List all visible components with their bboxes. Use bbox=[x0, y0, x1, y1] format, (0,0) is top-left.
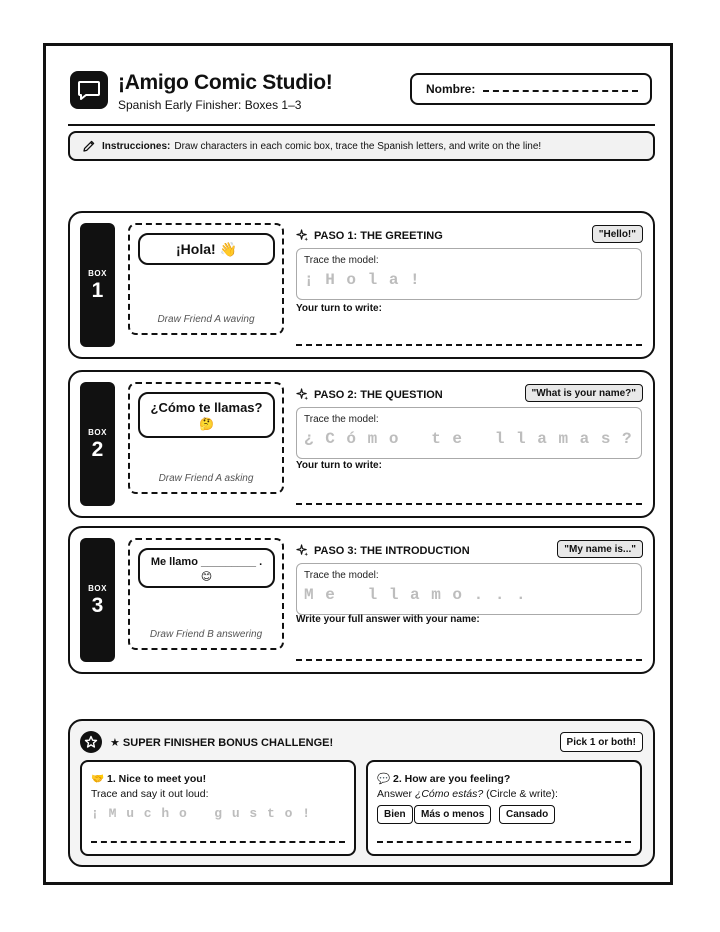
speech-bubble: ¡Hola! 👋 bbox=[138, 233, 275, 265]
box-label: BOX bbox=[88, 269, 107, 278]
step-heading bbox=[296, 544, 470, 557]
drawing-caption: Draw Friend A waving bbox=[157, 314, 255, 325]
sparkle-icon bbox=[296, 229, 309, 242]
box-tab bbox=[80, 382, 115, 506]
speech-bubble bbox=[138, 548, 275, 588]
trace-area bbox=[296, 407, 642, 459]
translation-tag: "My name is..." bbox=[557, 540, 643, 558]
bonus-challenge bbox=[68, 719, 655, 867]
box-number: 1 bbox=[91, 279, 104, 302]
instructions-label: Instrucciones: bbox=[102, 140, 171, 152]
trace-label: Trace the model: bbox=[304, 255, 379, 266]
translation-tag: "What is your name?" bbox=[525, 384, 644, 402]
instructions-bar bbox=[68, 131, 655, 161]
speech-bubble bbox=[138, 392, 275, 438]
instructions-text: Draw characters in each comic box, trace the Spanish letters, and write on the line! bbox=[174, 140, 542, 152]
step-heading bbox=[296, 229, 443, 242]
worksheet bbox=[43, 43, 673, 885]
box-label: BOX bbox=[88, 584, 107, 593]
option-bien[interactable]: Bien bbox=[377, 805, 413, 824]
smile-emoji: 😊 bbox=[200, 571, 213, 583]
box-tab bbox=[80, 538, 115, 662]
comic-box-3 bbox=[68, 526, 655, 674]
write-line[interactable] bbox=[91, 841, 345, 843]
bonus-part-1 bbox=[80, 760, 356, 856]
write-label: Your turn to write: bbox=[296, 460, 382, 471]
part-title: 🤝 1. Nice to meet you! bbox=[91, 773, 207, 785]
step-title: PASO 1: THE GREETING bbox=[314, 229, 443, 242]
translation-tag: "Hello!" bbox=[592, 225, 643, 243]
trace-label: Trace the model: bbox=[304, 414, 379, 425]
step-heading bbox=[296, 388, 443, 401]
write-line[interactable] bbox=[296, 659, 642, 661]
star-badge-icon bbox=[80, 731, 102, 753]
page-title: ¡Amigo Comic Studio! bbox=[118, 71, 333, 94]
part-title: 💬 2. How are you feeling? bbox=[377, 773, 511, 785]
bubble-text: ¿Cómo te llamas? bbox=[150, 400, 263, 415]
header-divider bbox=[68, 124, 655, 126]
comic-box-1 bbox=[68, 211, 655, 359]
name-label: Nombre: bbox=[426, 82, 476, 96]
bonus-tag: Pick 1 or both! bbox=[560, 732, 643, 752]
write-line[interactable] bbox=[296, 344, 642, 346]
step-title: PASO 2: THE QUESTION bbox=[314, 388, 443, 401]
box-number: 2 bbox=[91, 438, 104, 461]
write-label: Write your full answer with your name: bbox=[296, 614, 480, 625]
drawing-caption: Draw Friend B answering bbox=[149, 629, 263, 640]
option-cansado[interactable]: Cansado bbox=[499, 805, 555, 824]
option-mas-o-menos[interactable]: Más o menos bbox=[414, 805, 491, 824]
trace-text: M e l l a m o . . . bbox=[304, 586, 527, 604]
prompt-suffix: (Circle & write): bbox=[483, 788, 558, 800]
write-line[interactable] bbox=[296, 503, 642, 505]
name-write-line[interactable] bbox=[483, 90, 638, 92]
name-field[interactable] bbox=[410, 73, 652, 105]
bonus-title: ★ SUPER FINISHER BONUS CHALLENGE! bbox=[110, 737, 334, 749]
sparkle-icon bbox=[296, 544, 309, 557]
trace-text: ¿ C ó m o t e l l a m a s ? bbox=[304, 430, 633, 448]
drawing-area[interactable] bbox=[128, 223, 284, 335]
page-subtitle: Spanish Early Finisher: Boxes 1–3 bbox=[118, 98, 302, 112]
drawing-caption: Draw Friend A asking bbox=[158, 473, 254, 484]
bonus-part-2 bbox=[366, 760, 642, 856]
drawing-area[interactable] bbox=[128, 382, 284, 494]
trace-area bbox=[296, 248, 642, 300]
trace-area bbox=[296, 563, 642, 615]
write-label: Your turn to write: bbox=[296, 303, 382, 314]
trace-label: Trace the model: bbox=[304, 570, 379, 581]
pencil-icon bbox=[82, 139, 96, 153]
box-number: 3 bbox=[91, 594, 104, 617]
sparkle-icon bbox=[296, 388, 309, 401]
comic-box-2 bbox=[68, 370, 655, 518]
box-tab bbox=[80, 223, 115, 347]
speech-bubble-icon bbox=[70, 71, 108, 109]
write-line[interactable] bbox=[377, 841, 631, 843]
trace-text: ¡ H o l a ! bbox=[304, 271, 421, 289]
box-label: BOX bbox=[88, 428, 107, 437]
thinking-emoji: 🤔 bbox=[199, 417, 214, 431]
part-prompt bbox=[377, 788, 558, 800]
part-prompt: Trace and say it out loud: bbox=[91, 788, 209, 800]
bubble-text: Me llamo _________ . bbox=[150, 556, 263, 568]
prompt-question: ¿Cómo estás? bbox=[414, 788, 484, 800]
drawing-area[interactable] bbox=[128, 538, 284, 650]
step-title: PASO 3: THE INTRODUCTION bbox=[314, 544, 470, 557]
trace-text: ¡ M u c h o g u s t o ! bbox=[91, 806, 312, 821]
prompt-prefix: Answer bbox=[377, 788, 415, 800]
